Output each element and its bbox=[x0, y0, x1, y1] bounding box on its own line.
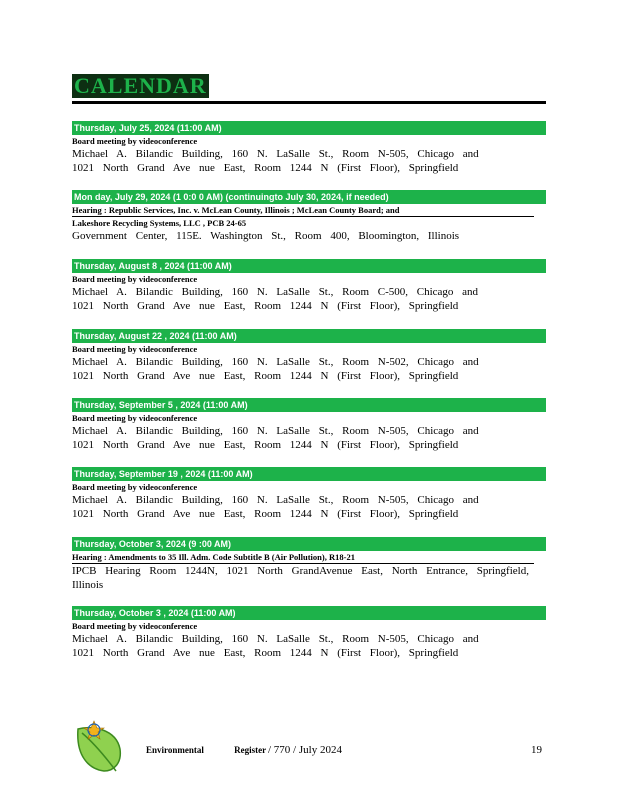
calendar-event bbox=[72, 190, 546, 243]
event-type-continued: Lakeshore Recycling Systems, LLC , PCB 24-65 bbox=[72, 218, 247, 228]
event-type: Board meeting by videoconference bbox=[72, 274, 198, 284]
footer-publication: Environmental Register bbox=[146, 745, 267, 755]
event-type: Board meeting by videoconference bbox=[72, 413, 198, 423]
calendar-event bbox=[72, 606, 546, 660]
calendar-event bbox=[72, 259, 546, 313]
event-location-line: Government Center, 115E. Washington St., Room 400, Bloomington, Illinois bbox=[72, 230, 460, 242]
event-date-bar: Thursday, October 3 , 2024 (11:00 AM) bbox=[72, 606, 546, 620]
title-rule bbox=[72, 101, 546, 104]
event-location-line: Michael A. Bilandic Building, 160 N. LaSalle St., Room N-502, Chicago and bbox=[72, 356, 479, 368]
event-location-line: IPCB Hearing Room 1244N, 1021 North GrandAvenue East, North Entrance, Springfield, bbox=[72, 565, 529, 577]
calendar-event bbox=[72, 537, 546, 592]
event-location-line: Michael A. Bilandic Building, 160 N. LaSalle St., Room C-500, Chicago and bbox=[72, 286, 479, 298]
calendar-event bbox=[72, 121, 546, 175]
event-type: Hearing : Republic Services, Inc. v. McLean County, Illinois ; McLean County Board; and bbox=[72, 204, 534, 217]
calendar-event bbox=[72, 398, 546, 452]
event-type: Hearing : Amendments to 35 Ill. Adm. Code Subtitle B (Air Pollution), R18-21 bbox=[72, 551, 534, 564]
calendar-event bbox=[72, 329, 546, 383]
footer-page-number: 19 bbox=[531, 744, 542, 756]
event-location-line: 1021 North Grand Ave nue East, Room 1244 N (First Floor), Springfield bbox=[72, 647, 459, 659]
event-location-line: 1021 North Grand Ave nue East, Room 1244 N (First Floor), Springfield bbox=[72, 508, 459, 520]
event-type: Board meeting by videoconference bbox=[72, 344, 198, 354]
event-date-bar: Mon day, July 29, 2024 (1 0:0 0 AM) (continuingto July 30, 2024, if needed) bbox=[72, 190, 546, 204]
event-date-bar: Thursday, August 22 , 2024 (11:00 AM) bbox=[72, 329, 546, 343]
event-location-line: 1021 North Grand Ave nue East, Room 1244 N (First Floor), Springfield bbox=[72, 162, 459, 174]
footer-issue: / 770 / July 2024 bbox=[268, 744, 342, 756]
event-type: Board meeting by videoconference bbox=[72, 621, 198, 631]
event-location-line: 1021 North Grand Ave nue East, Room 1244 N (First Floor), Springfield bbox=[72, 370, 459, 382]
event-location-line: Michael A. Bilandic Building, 160 N. LaSalle St., Room N-505, Chicago and bbox=[72, 633, 479, 645]
event-type: Board meeting by videoconference bbox=[72, 136, 198, 146]
event-date-bar: Thursday, September 19 , 2024 (11:00 AM) bbox=[72, 467, 546, 481]
event-date-bar: Thursday, August 8 , 2024 (11:00 AM) bbox=[72, 259, 546, 273]
footer bbox=[0, 715, 618, 775]
event-location-line: 1021 North Grand Ave nue East, Room 1244 N (First Floor), Springfield bbox=[72, 439, 459, 451]
event-date-bar: Thursday, September 5 , 2024 (11:00 AM) bbox=[72, 398, 546, 412]
event-location-line: Michael A. Bilandic Building, 160 N. LaSalle St., Room N-505, Chicago and bbox=[72, 494, 479, 506]
event-type: Board meeting by videoconference bbox=[72, 482, 198, 492]
event-location-line: Michael A. Bilandic Building, 160 N. LaSalle St., Room N-505, Chicago and bbox=[72, 148, 479, 160]
calendar-event bbox=[72, 467, 546, 521]
leaf-logo-icon bbox=[72, 715, 124, 773]
event-location-line: 1021 North Grand Ave nue East, Room 1244 N (First Floor), Springfield bbox=[72, 300, 459, 312]
event-location-line: Illinois bbox=[72, 579, 104, 591]
page-title: CALENDAR bbox=[74, 73, 207, 98]
event-date-bar: Thursday, July 25, 2024 (11:00 AM) bbox=[72, 121, 546, 135]
event-location-line: Michael A. Bilandic Building, 160 N. LaSalle St., Room N-505, Chicago and bbox=[72, 425, 479, 437]
event-date-bar: Thursday, October 3, 2024 (9 :00 AM) bbox=[72, 537, 546, 551]
